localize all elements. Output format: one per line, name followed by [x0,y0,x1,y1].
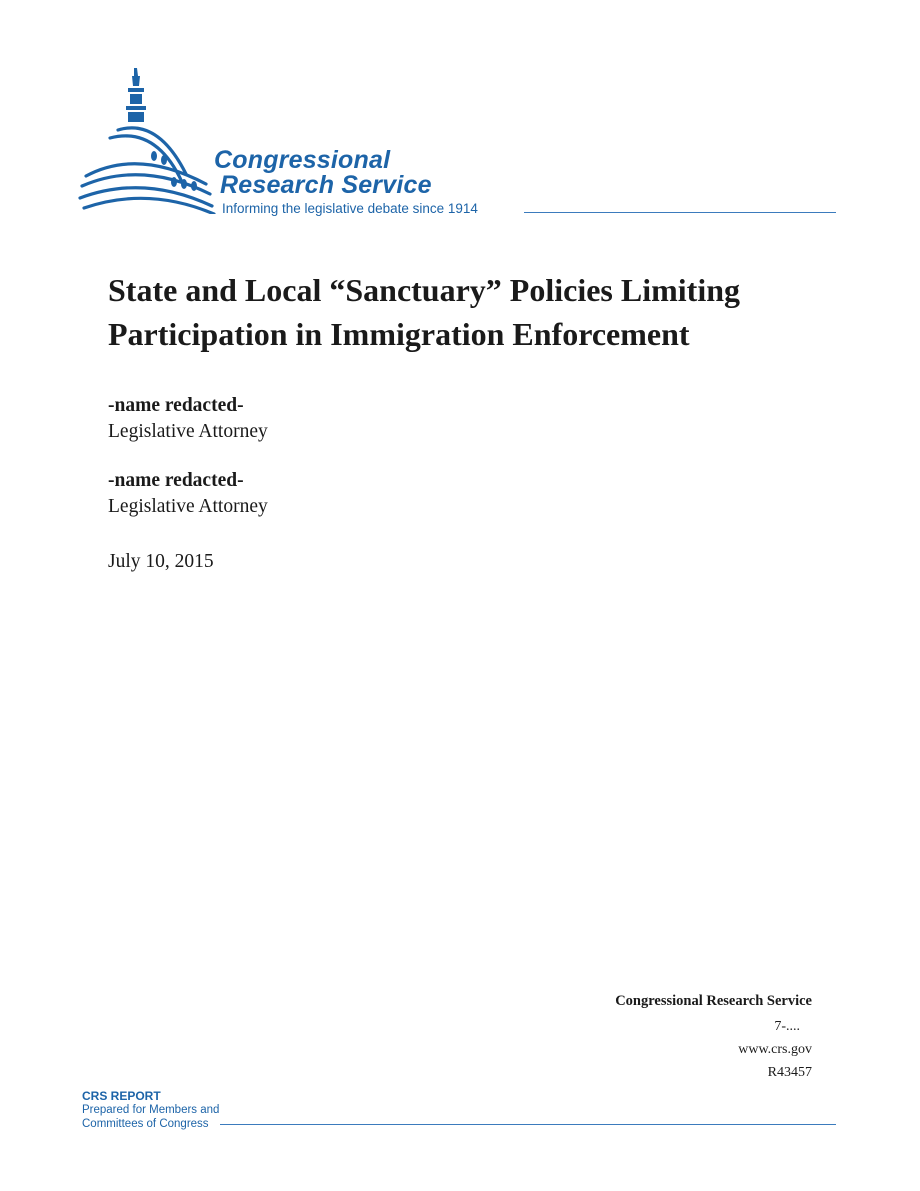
author-block-1 [108,393,268,445]
author-role: Legislative Attorney [108,496,268,517]
crs-header [0,0,920,230]
capitol-dome-icon [78,64,218,214]
publisher-website[interactable]: www.crs.gov [738,1042,812,1057]
publisher-org: Congressional Research Service [615,993,812,1009]
footer-line2: Prepared for Members and [82,1104,220,1116]
author-role: Legislative Attorney [108,421,268,442]
brand-name-line1: Congressional [214,146,391,174]
report-number: R43457 [767,1065,812,1080]
brand-name-line2: Research Service [220,171,432,199]
report-date: July 10, 2015 [108,551,214,572]
crs-footer [82,1089,219,1131]
header-divider [524,212,836,213]
publisher-info [615,990,812,1084]
author-name: -name redacted- [108,395,244,416]
footer-report-label: CRS REPORT [82,1089,161,1103]
footer-divider [220,1124,836,1125]
publisher-code: 7-.... [774,1019,800,1034]
footer-line3: Committees of Congress [82,1118,209,1130]
report-title: State and Local “Sanctuary” Policies Limiting Participation in Immigration Enforcement [108,272,740,352]
author-name: -name redacted- [108,470,244,491]
author-block-2 [108,468,268,520]
brand-tagline: Informing the legislative debate since 1914 [222,201,478,216]
